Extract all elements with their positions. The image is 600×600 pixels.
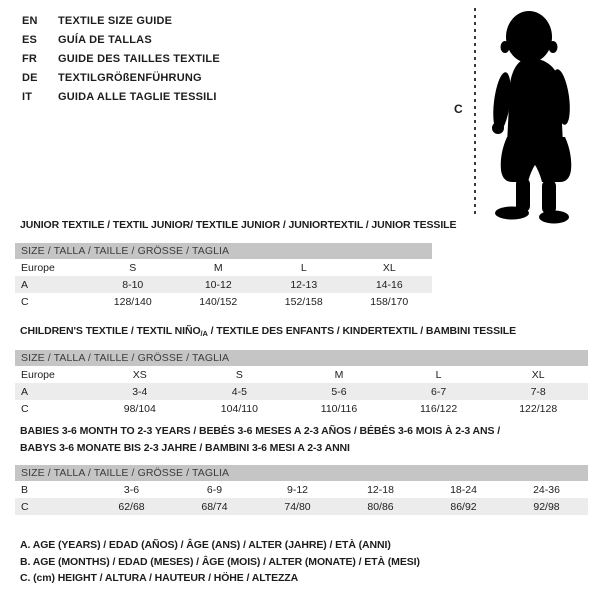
size-header-bar: SIZE / TALLA / TAILLE / GRÖSSE / TAGLIA	[15, 465, 588, 481]
row-label: C	[21, 402, 29, 415]
language-title: TEXTILGRÖßENFÜHRUNG	[58, 72, 202, 84]
table-cell: XL	[531, 368, 545, 381]
list-item	[22, 50, 220, 69]
size-header-bar: SIZE / TALLA / TAILLE / GRÖSSE / TAGLIA	[15, 243, 432, 259]
table-cell: 6-7	[389, 383, 489, 400]
language-code: IT	[22, 91, 33, 103]
children-size-table	[15, 350, 588, 417]
height-measure-figure	[440, 0, 600, 232]
language-title: TEXTILE SIZE GUIDE	[58, 15, 173, 27]
size-header-bar: SIZE / TALLA / TAILLE / GRÖSSE / TAGLIA	[15, 350, 588, 366]
table-cell: 10-12	[176, 276, 262, 293]
table-cell: 158/170	[370, 295, 409, 308]
table-row	[15, 383, 588, 400]
junior-section-heading: JUNIOR TEXTILE / TEXTIL JUNIOR/ TEXTILE JUNIOR / JUNIORTEXTIL / JUNIOR TESSILE	[20, 219, 457, 231]
list-item	[22, 69, 220, 88]
baby-silhouette-icon	[480, 2, 598, 228]
list-item	[22, 88, 220, 107]
row-label: A	[15, 383, 90, 400]
table-cell: 8-10	[90, 276, 176, 293]
table-cell: M	[213, 261, 223, 274]
table-cell: 128/140	[113, 295, 152, 308]
table-cell: 4-5	[190, 383, 290, 400]
table-cell: 18-24	[450, 483, 477, 496]
table-cell: 92/98	[505, 498, 588, 515]
table-cell: 5-6	[289, 383, 389, 400]
dashed-measure-line	[474, 8, 476, 218]
table-cell: 9-12	[286, 483, 308, 496]
table-cell: 3-6	[123, 483, 140, 496]
babies-size-table	[15, 465, 588, 515]
language-title: GUIDA ALLE TAGLIE TESSILI	[58, 91, 217, 103]
table-cell: 24-36	[533, 483, 560, 496]
table-row	[15, 498, 588, 515]
row-label: Europe	[21, 261, 55, 274]
table-cell: 116/122	[419, 402, 458, 415]
table-cell: M	[334, 368, 344, 381]
footnote-b: B. AGE (MONTHS) / EDAD (MESES) / ÂGE (MOIS) / ALTER (MONATE) / ETÀ (MESI)	[20, 555, 420, 568]
table-cell: 6-9	[206, 483, 223, 496]
table-cell: 68/74	[173, 498, 256, 515]
table-cell: 74/80	[256, 498, 339, 515]
table-cell: 122/128	[519, 402, 558, 415]
table-cell: 98/104	[123, 402, 156, 415]
table-cell: 86/92	[422, 498, 505, 515]
table-cell: 3-4	[90, 383, 190, 400]
footnote-a: A. AGE (YEARS) / EDAD (AÑOS) / ÂGE (ANS) / ALTER (JAHRE) / ETÀ (ANNI)	[20, 539, 391, 551]
footnote-c: C. (cm) HEIGHT / ALTURA / HAUTEUR / HÖHE / ALTEZZA	[20, 572, 299, 584]
language-title: GUÍA DE TALLAS	[58, 34, 152, 46]
row-label: B	[21, 483, 29, 496]
language-title: GUIDE DES TAILLES TEXTILE	[58, 53, 220, 65]
footnote-legend	[20, 537, 420, 587]
row-label: C	[21, 295, 29, 308]
junior-size-table	[15, 243, 432, 310]
table-row	[15, 276, 432, 293]
table-cell: S	[235, 368, 243, 381]
table-cell: 140/152	[199, 295, 238, 308]
table-cell: 80/86	[339, 498, 422, 515]
language-title-list	[22, 12, 220, 107]
table-row	[15, 293, 432, 310]
heading-text: CHILDREN'S TEXTILE / TEXTIL NIÑO	[20, 325, 201, 337]
measure-label: C	[454, 102, 463, 116]
table-row	[15, 400, 588, 417]
table-cell: 12-13	[261, 276, 347, 293]
language-code: EN	[22, 15, 38, 27]
row-label: A	[15, 276, 90, 293]
table-cell: L	[435, 368, 442, 381]
babies-section-heading	[20, 423, 500, 457]
table-cell: L	[300, 261, 307, 274]
table-cell: 7-8	[488, 383, 588, 400]
list-item	[22, 12, 220, 31]
table-cell: 104/110	[220, 402, 258, 415]
table-cell: XS	[132, 368, 147, 381]
row-label: C	[15, 498, 90, 515]
table-cell: 12-18	[367, 483, 394, 496]
language-code: DE	[22, 72, 38, 84]
table-cell: 152/158	[284, 295, 323, 308]
table-cell: 110/116	[320, 402, 358, 415]
table-cell: XL	[382, 261, 396, 274]
table-cell: 14-16	[347, 276, 433, 293]
list-item	[22, 31, 220, 50]
children-size-grid	[15, 366, 588, 417]
table-cell: 62/68	[90, 498, 173, 515]
language-code: FR	[22, 53, 38, 65]
children-section-heading	[20, 323, 516, 342]
babies-size-grid	[15, 481, 588, 515]
heading-text: / TEXTILE DES ENFANTS / KINDERTEXTIL / BAMBINI TESSILE	[207, 325, 517, 337]
junior-size-grid	[15, 259, 432, 310]
heading-line-2: BABYS 3-6 MONATE BIS 2-3 JAHRE / BAMBINI 3-6 MESI A 2-3 ANNI	[20, 442, 350, 454]
table-row	[15, 366, 588, 383]
table-row	[15, 259, 432, 276]
heading-subscript: /A	[200, 329, 208, 338]
row-label: Europe	[21, 368, 55, 381]
table-row	[15, 481, 588, 498]
heading-line-1: BABIES 3-6 MONTH TO 2-3 YEARS / BEBÉS 3-6 MESES A 2-3 AÑOS / BÉBÉS 3-6 MOIS À 2-3 ANS /	[20, 425, 501, 437]
table-cell: S	[129, 261, 137, 274]
language-code: ES	[22, 34, 38, 46]
